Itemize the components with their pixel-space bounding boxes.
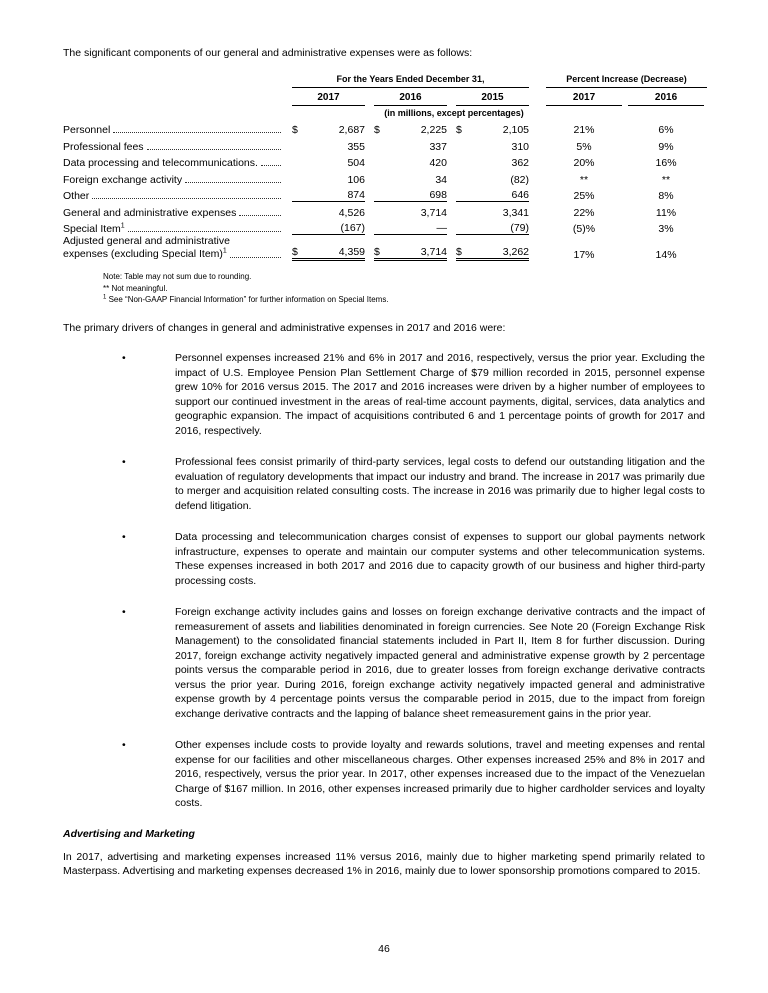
- dot-leader: [239, 215, 281, 216]
- percent-value: 11%: [655, 206, 677, 219]
- bullet-marker: •: [122, 456, 126, 468]
- money-value: 337: [429, 140, 447, 153]
- money-value: (79): [510, 222, 530, 234]
- money-value: 4,526: [338, 206, 365, 219]
- percent-value: 17%: [573, 249, 595, 261]
- table-group-header-row: [63, 74, 707, 88]
- dot-leader: [185, 182, 281, 183]
- footnote-ref: 1: [120, 222, 125, 230]
- table-row: [63, 235, 707, 261]
- dot-leader: [92, 198, 281, 199]
- bullet-text-other: Other expenses include costs to provide loyalty and rewards solutions, travel and meeting expenses and rental expense for our facilities and other miscellaneous charges. Other expenses increased 25% and 8% in 2017 and 2016, respectively, versus the prior year. In 2017, other expenses increased due to the impact of the Venezuelan Charge of $167 million. In 2016, other expenses increased primarily due to higher cardholder services and loyalty costs.: [175, 739, 705, 809]
- money-value: 3,341: [502, 206, 530, 219]
- percent-value: **: [661, 173, 671, 186]
- percent-value: 6%: [658, 124, 674, 136]
- row-label: Other: [63, 190, 90, 202]
- table-row: [63, 120, 707, 137]
- year-col-2016: 2016: [374, 91, 447, 106]
- row-label: Special Item: [63, 223, 121, 235]
- money-value: 34: [435, 173, 447, 186]
- dot-leader: [128, 231, 281, 232]
- currency-symbol: $: [456, 124, 462, 136]
- list-item: [122, 738, 705, 811]
- table-row: [63, 153, 707, 170]
- money-value: 874: [347, 189, 365, 201]
- currency-symbol: $: [292, 246, 298, 258]
- money-value: 698: [429, 189, 447, 201]
- units-note: (in millions, except percentages): [384, 107, 524, 118]
- money-value: 420: [429, 157, 447, 169]
- footnote-marker: 1: [103, 294, 107, 301]
- money-value: 355: [347, 140, 365, 153]
- money-value: 310: [511, 140, 530, 153]
- drivers-bullet-list: [63, 351, 705, 811]
- row-label: Foreign exchange activity: [63, 173, 183, 186]
- list-item: [122, 351, 705, 438]
- table-row: [63, 136, 707, 153]
- section-heading-advertising: Advertising and Marketing: [63, 827, 195, 840]
- intro-paragraph: The significant components of our general and administrative expenses were as follows:: [63, 47, 473, 59]
- list-item: [122, 455, 705, 513]
- percent-group-header: Percent Increase (Decrease): [546, 74, 707, 88]
- money-value: 2,687: [338, 124, 365, 136]
- percent-value: 3%: [658, 223, 674, 235]
- money-value: (82): [510, 173, 530, 186]
- list-item: [122, 530, 705, 588]
- percent-value: 22%: [573, 206, 595, 219]
- percent-col-2016: 2016: [628, 91, 704, 106]
- percent-col-2017: 2017: [546, 91, 622, 106]
- years-group-header: For the Years Ended December 31,: [292, 74, 529, 88]
- note-not-meaningful: ** Not meaningful.: [103, 283, 168, 293]
- table-column-header-row: [63, 88, 707, 106]
- percent-value: 20%: [573, 157, 595, 169]
- money-value: 646: [511, 189, 530, 201]
- bullet-marker: •: [122, 739, 126, 751]
- percent-value: 16%: [655, 157, 677, 169]
- table-row: [63, 202, 707, 219]
- page-number: 46: [378, 943, 390, 955]
- drivers-intro-paragraph: The primary drivers of changes in general and administrative expenses in 2017 and 2016 were:: [63, 321, 506, 334]
- row-label: Data processing and telecommunications.: [63, 157, 258, 169]
- percent-value: **: [579, 173, 589, 186]
- currency-symbol: $: [292, 124, 298, 136]
- money-value: —: [436, 222, 447, 234]
- table-row: [63, 219, 707, 236]
- percent-value: 21%: [573, 124, 595, 136]
- percent-value: 14%: [655, 249, 677, 261]
- percent-value: 25%: [573, 190, 595, 202]
- money-value: 3,714: [420, 206, 447, 219]
- dot-leader: [230, 257, 281, 258]
- closing-paragraph: In 2017, advertising and marketing expenses increased 11% versus 2016, mainly due to higher marketing spend primarily related to Masterpass. Advertising and marketing expenses decreased 1% in 2016, mainly due to lower sponsorship promotions compared to 2015.: [63, 850, 705, 877]
- row-label-line2: expenses (excluding Special Item): [63, 248, 223, 260]
- row-label-line1: Adjusted general and administrative: [63, 235, 230, 247]
- percent-value: 5%: [576, 140, 592, 153]
- money-value: (167): [340, 222, 365, 234]
- money-value: 2,105: [502, 124, 530, 136]
- row-label: Professional fees: [63, 140, 144, 153]
- money-value: 3,262: [502, 246, 530, 258]
- bullet-marker: •: [122, 531, 126, 543]
- table-row: [63, 169, 707, 186]
- bullet-marker: •: [122, 352, 126, 364]
- note-rounding: Note: Table may not sum due to rounding.: [103, 272, 252, 281]
- year-col-2017: 2017: [292, 91, 365, 106]
- gna-expenses-table: [63, 74, 707, 262]
- bullet-text-personnel: Personnel expenses increased 21% and 6% in 2017 and 2016, respectively, versus the prior year. Excluding the impact of U.S. Employee Pension Plan Settlement Charge of $79 million recorded in 2015, personnel expense grew 10% for 2016 versus 2015. The 2017 and 2016 increases were driven by a higher number of employees to support our continued investment in the areas of real-time account payments, digital, services, data analytics and geographic expansion. The impact of acquisitions contributed 6 and 1 percentage points of growth for 2017 and 2016, respectively.: [175, 352, 705, 437]
- list-item: [122, 605, 705, 721]
- note-special-item: $^1$ See “Non-GAAP Financial Information” for further information on Special Items.: [103, 294, 389, 304]
- percent-value: (5)%: [572, 223, 596, 235]
- bullet-marker: •: [122, 606, 126, 618]
- table-notes: [103, 271, 705, 306]
- table-units-row: [63, 106, 707, 120]
- money-value: 4,359: [338, 246, 365, 258]
- money-value: 362: [511, 157, 530, 169]
- money-value: 3,714: [420, 246, 447, 258]
- money-value: 106: [347, 173, 365, 186]
- bullet-text-foreign-exchange: Foreign exchange activity includes gains and losses on foreign exchange derivative contracts and the impact of remeasurement of assets and liabilities denominated in foreign currencies. See Note 20 (Foreign Exchange Risk Management) to the consolidated financial statements included in Part II, Item 8 for further discussion. During 2017, foreign exchange activity negatively impacted general and administrative expense growth by 2 percentage points versus the comparable period in 2016, due to greater losses from foreign exchange derivative contracts versus the prior year. During 2016, foreign exchange activity negatively impacted general and administrative expense growth by 4 percentage points versus the comparable period in 2015, due to the impact from foreign exchange derivative contracts and the lapping of balance sheet remeasurement gains in the prior year.: [175, 606, 705, 720]
- table-row: [63, 186, 707, 203]
- bullet-text-professional-fees: Professional fees consist primarily of third-party services, legal costs to defend our outstanding litigation and the evaluation of regulatory developments that impact our industry and brand. The increase in 2017 was primarily due to merger and acquisition related consulting costs. The increase in 2016 was primarily due to higher legal costs to defend litigation.: [175, 456, 705, 512]
- dot-leader: [261, 165, 281, 166]
- dot-leader: [113, 132, 281, 133]
- footnote-ref: 1: [222, 247, 227, 255]
- row-label: Personnel: [63, 124, 111, 136]
- money-value: 2,225: [420, 124, 447, 136]
- row-label: General and administrative expenses: [63, 206, 237, 219]
- year-col-2015: 2015: [456, 91, 529, 106]
- dot-leader: [147, 149, 281, 150]
- bullet-text-data-processing: Data processing and telecommunication charges consist of expenses to support our global payments network infrastructure, expenses to operate and maintain our computer systems and other telecommunication systems. These expenses increased in both 2017 and 2016 due to capacity growth of our business and higher third-party processing costs.: [175, 531, 705, 587]
- money-value: 504: [347, 157, 365, 169]
- currency-symbol: $: [374, 124, 380, 136]
- currency-symbol: $: [374, 246, 380, 258]
- percent-value: 9%: [658, 140, 674, 153]
- percent-value: 8%: [658, 190, 674, 202]
- currency-symbol: $: [456, 246, 462, 258]
